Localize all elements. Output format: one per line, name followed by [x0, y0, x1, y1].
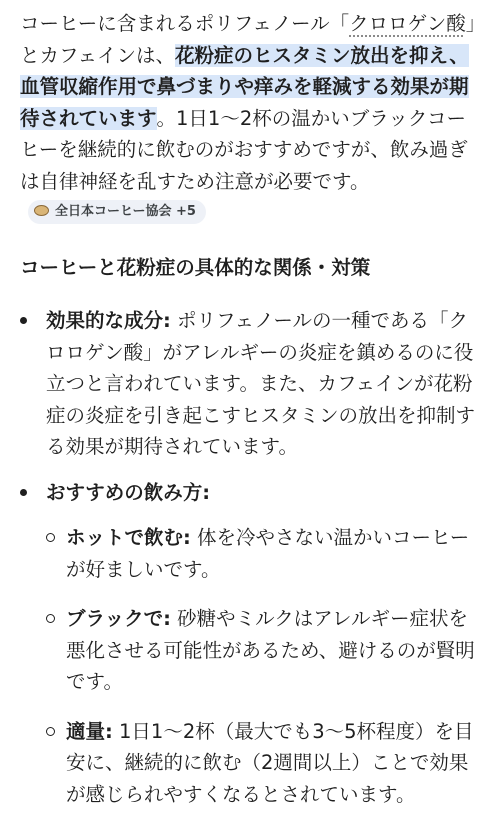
sub-bullet-text: 1日1〜2杯（最大でも3〜5杯程度）を目安に、継続的に飲む（2週間以上）ことで効果が感じられやすくなるとされています。	[66, 719, 474, 806]
intro-text-3: 。1日1〜2杯の温かいブラックコーヒーを継続的に飲むのがおすすめですが、飲み過ぎは自律神経を乱すため注意が必要です。	[20, 106, 468, 193]
sub-bullet-text: 砂糖やミルクはアレルギー症状を悪化させる可能性があるため、避けるのが賢明です。	[66, 607, 475, 693]
bullet-text: ポリフェノールの一種である「クロロゲン酸」がアレルギーの炎症を鎮めるのに役立つと言われています。また、カフェインが花粉症の炎症を引き起こすヒスタミンの放出を抑制する効果が期待されています。	[46, 309, 476, 458]
intro-text-2: 」とカフェインは、	[20, 12, 476, 67]
bullet-title: 効果的な成分:	[46, 309, 171, 332]
sub-bullet-title: ブラックで:	[66, 607, 171, 630]
sub-list-item	[46, 716, 482, 811]
sub-list-item	[46, 522, 482, 585]
bullet-title: おすすめの飲み方:	[46, 480, 210, 504]
hollow-bullet-icon	[46, 614, 55, 623]
sub-bullet-text: 体を冷やさない温かいコーヒーが好ましいです。	[66, 526, 470, 581]
sub-list-item	[46, 603, 482, 698]
source-chip-label: 全日本コーヒー協会 +5	[55, 203, 196, 219]
bullet-dot-icon	[20, 489, 27, 496]
sub-bullet-title: ホットで飲む:	[66, 526, 191, 549]
list-item	[20, 305, 482, 463]
ai-answer-content	[20, 8, 482, 828]
sub-bullet-title: 適量:	[66, 719, 113, 743]
section-heading: コーヒーと花粉症の具体的な関係・対策	[20, 255, 371, 279]
term-link-chlorogenic-acid[interactable]: クロロゲン酸	[349, 12, 466, 35]
hollow-bullet-icon	[46, 727, 55, 736]
bullet-list	[20, 305, 482, 810]
bullet-dot-icon	[20, 317, 27, 324]
source-chip[interactable]	[28, 200, 206, 224]
coffee-bean-icon	[34, 205, 49, 216]
intro-paragraph	[20, 8, 482, 229]
intro-text-1: コーヒーに含まれるポリフェノール「	[20, 12, 350, 35]
list-item	[20, 477, 482, 811]
hollow-bullet-icon	[46, 533, 55, 542]
sub-bullet-list	[46, 522, 482, 810]
highlighted-claim: 花粉症のヒスタミン放出を抑え、血管収縮作用で鼻づまりや痒みを軽減する効果が期待されています	[20, 43, 469, 130]
